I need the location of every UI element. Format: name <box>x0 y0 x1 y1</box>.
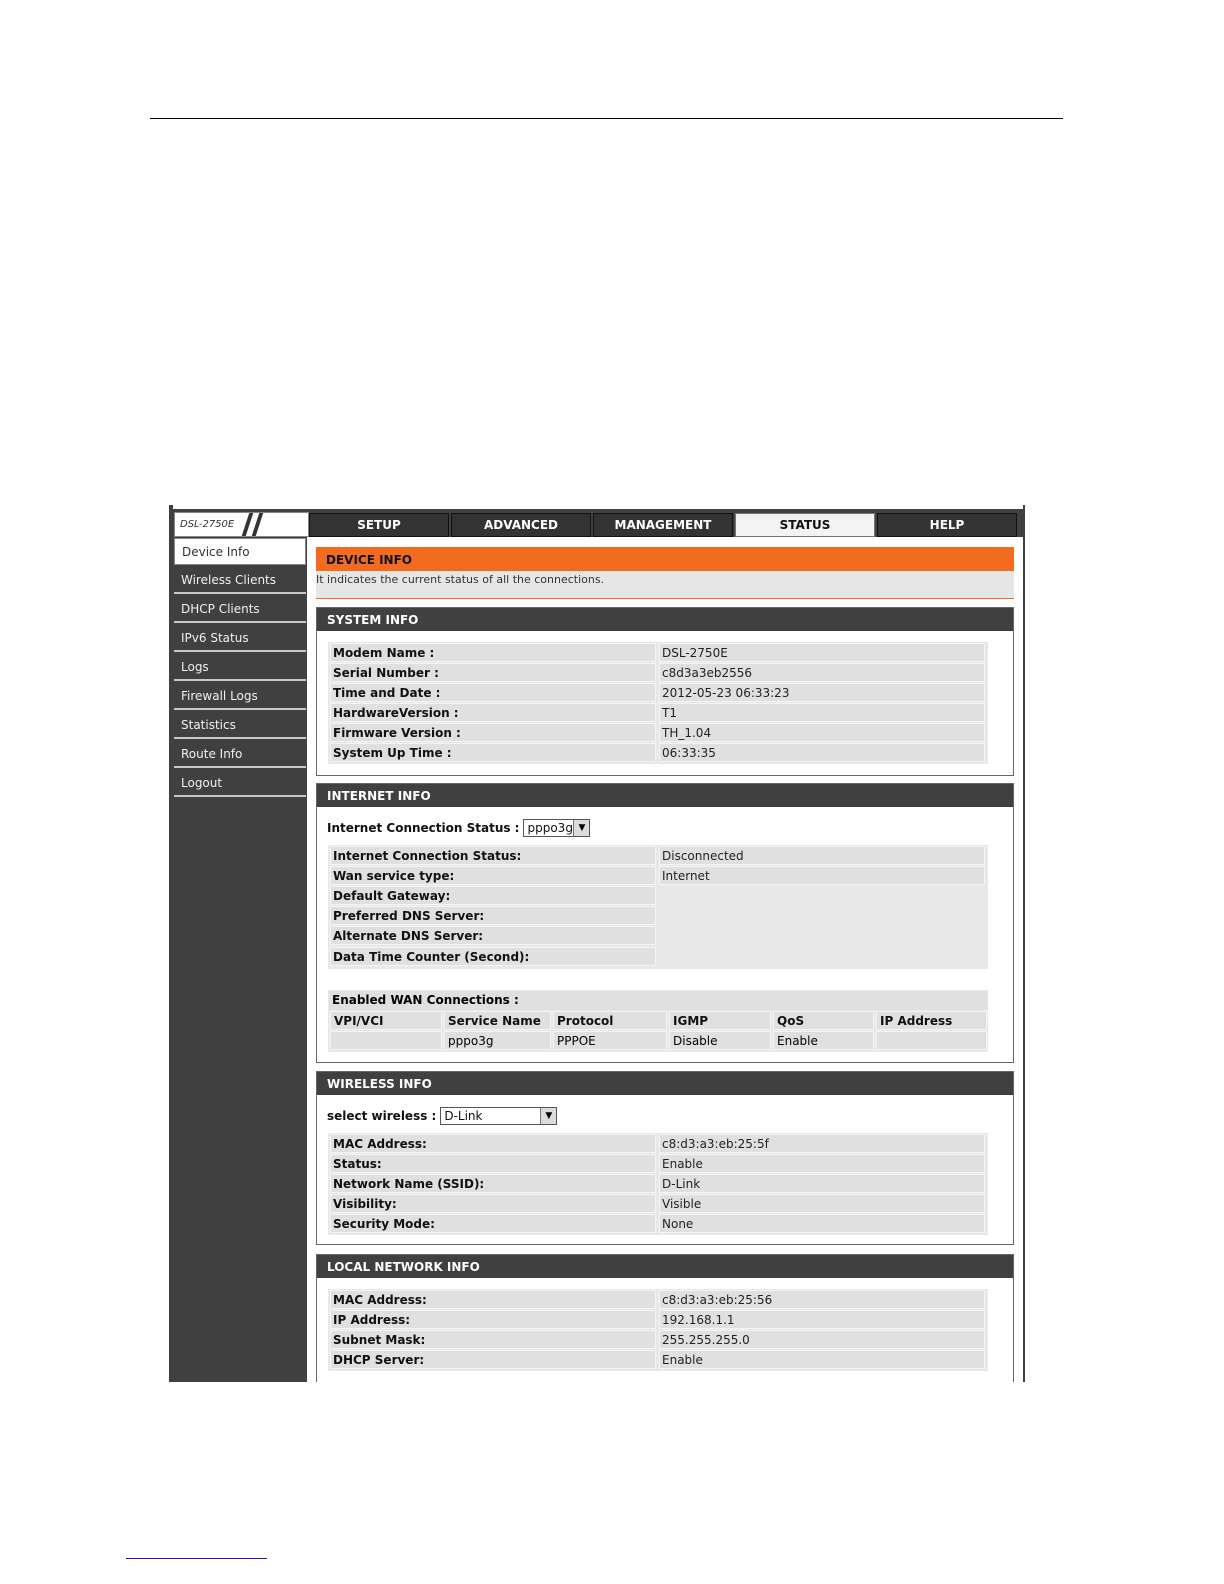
connection-select[interactable] <box>523 819 590 837</box>
tab-advanced[interactable]: ADVANCED <box>451 513 591 537</box>
connection-select-label: Internet Connection Status : <box>327 821 520 835</box>
wireless-info-title: WIRELESS INFO <box>317 1072 1013 1095</box>
sidebar-item-dhcp-clients[interactable]: DHCP Clients <box>174 596 306 623</box>
table-row <box>329 723 987 742</box>
wan-col-qos: QoS <box>773 1011 874 1030</box>
tab-setup[interactable]: SETUP <box>309 513 449 537</box>
sidebar-item-ipv6-status[interactable]: IPv6 Status <box>174 625 306 652</box>
row-label: MAC Address: <box>330 1290 656 1309</box>
table-row <box>329 1174 987 1193</box>
row-value: Internet <box>659 866 985 885</box>
row-label: Status: <box>330 1154 656 1173</box>
system-info-title: SYSTEM INFO <box>317 608 1013 631</box>
tab-help[interactable]: HELP <box>877 513 1017 537</box>
row-value: Disconnected <box>659 846 985 865</box>
table-row <box>329 743 987 762</box>
sidebar-item-logout[interactable]: Logout <box>174 770 306 797</box>
router-screenshot <box>169 505 1025 1382</box>
sidebar-item-logs[interactable]: Logs <box>174 654 306 681</box>
wireless-select-label: select wireless : <box>327 1109 437 1123</box>
wan-col-igmp: IGMP <box>669 1011 771 1030</box>
row-value: 2012-05-23 06:33:23 <box>659 683 985 702</box>
page-bottom-rule <box>126 1558 267 1559</box>
table-row <box>329 683 987 702</box>
row-value: 192.168.1.1 <box>659 1310 985 1329</box>
sidebar-item-wireless-clients[interactable]: Wireless Clients <box>174 567 306 594</box>
wan-cell <box>876 1031 987 1050</box>
wan-connections-title: Enabled WAN Connections : <box>329 991 987 1010</box>
wan-connections-table <box>328 990 988 1052</box>
row-value: Enable <box>659 1350 985 1369</box>
row-label: MAC Address: <box>330 1134 656 1153</box>
row-value: c8d3a3eb2556 <box>659 663 985 682</box>
local-network-info-title: LOCAL NETWORK INFO <box>317 1255 1013 1278</box>
logo-text: DSL-2750E <box>180 519 235 530</box>
row-value: DSL-2750E <box>659 643 985 662</box>
page-top-rule <box>150 118 1063 119</box>
wan-cell: Enable <box>773 1031 874 1050</box>
device-info-description: It indicates the current status of all the connections. <box>316 571 1014 599</box>
table-row <box>329 1214 987 1233</box>
row-label: Serial Number : <box>330 663 656 682</box>
internet-info-table <box>328 845 988 969</box>
wan-cell: Disable <box>669 1031 771 1050</box>
wireless-select-line <box>327 1107 557 1125</box>
row-value: c8:d3:a3:eb:25:56 <box>659 1290 985 1309</box>
table-row <box>329 703 987 722</box>
table-row <box>329 886 987 905</box>
row-label: Preferred DNS Server: <box>330 906 656 925</box>
row-value: c8:d3:a3:eb:25:5f <box>659 1134 985 1153</box>
table-row <box>329 1350 987 1369</box>
chevron-down-icon: ▼ <box>573 820 589 836</box>
chevron-down-icon: ▼ <box>540 1108 556 1124</box>
wireless-info-section <box>316 1071 1014 1245</box>
local-network-info-table <box>328 1289 988 1371</box>
sidebar-item-statistics[interactable]: Statistics <box>174 712 306 739</box>
table-row <box>329 1031 987 1050</box>
row-label: Firmware Version : <box>330 723 656 742</box>
sidebar <box>173 537 307 1382</box>
row-label: IP Address: <box>330 1310 656 1329</box>
device-info-title: DEVICE INFO <box>316 547 1014 571</box>
row-label: HardwareVersion : <box>330 703 656 722</box>
wan-col-ip-address: IP Address <box>876 1011 987 1030</box>
table-row <box>329 643 987 662</box>
wan-col-service-name: Service Name <box>444 1011 551 1030</box>
sidebar-item-device-info[interactable]: Device Info <box>174 538 306 565</box>
frame-right-border <box>1023 505 1025 1382</box>
row-label: Subnet Mask: <box>330 1330 656 1349</box>
local-network-info-section <box>316 1254 1014 1382</box>
system-info-table <box>328 642 988 764</box>
wan-cell: pppo3g <box>444 1031 551 1050</box>
row-label: Wan service type: <box>330 866 656 885</box>
row-value: TH_1.04 <box>659 723 985 742</box>
top-navigation <box>173 509 1023 537</box>
table-row <box>329 947 987 966</box>
connection-select-value: pppo3g <box>527 821 573 835</box>
row-value: 06:33:35 <box>659 743 985 762</box>
wireless-info-table <box>328 1133 988 1235</box>
wan-col-protocol: Protocol <box>553 1011 667 1030</box>
table-row <box>329 1310 987 1329</box>
row-label: Alternate DNS Server: <box>330 926 656 945</box>
table-row <box>329 866 987 885</box>
row-value: 255.255.255.0 <box>659 1330 985 1349</box>
row-value: D-Link <box>659 1174 985 1193</box>
table-row <box>329 906 987 925</box>
wan-cell: PPPOE <box>553 1031 667 1050</box>
row-label: Visibility: <box>330 1194 656 1213</box>
row-label: Network Name (SSID): <box>330 1174 656 1193</box>
wan-cell <box>330 1031 442 1050</box>
row-label: Security Mode: <box>330 1214 656 1233</box>
connection-select-line <box>327 819 590 837</box>
row-value: Visible <box>659 1194 985 1213</box>
product-logo <box>174 512 309 537</box>
table-row <box>329 1330 987 1349</box>
row-label: Internet Connection Status: <box>330 846 656 865</box>
row-value: None <box>659 1214 985 1233</box>
table-row <box>329 1154 987 1173</box>
row-label: DHCP Server: <box>330 1350 656 1369</box>
sidebar-item-route-info[interactable]: Route Info <box>174 741 306 768</box>
row-label: System Up Time : <box>330 743 656 762</box>
sidebar-item-firewall-logs[interactable]: Firewall Logs <box>174 683 306 710</box>
tab-status[interactable]: STATUS <box>735 513 875 537</box>
table-row <box>329 1290 987 1309</box>
row-label: Data Time Counter (Second): <box>330 947 656 966</box>
table-row <box>329 846 987 865</box>
system-info-section <box>316 607 1014 776</box>
wireless-select[interactable] <box>440 1107 557 1125</box>
wan-header-row <box>329 1011 987 1030</box>
table-row <box>329 1134 987 1153</box>
wan-col-vpi-vci: VPI/VCI <box>330 1011 442 1030</box>
row-label: Default Gateway: <box>330 886 656 905</box>
internet-info-section <box>316 783 1014 1063</box>
row-label: Time and Date : <box>330 683 656 702</box>
table-row <box>329 926 987 945</box>
internet-info-title: INTERNET INFO <box>317 784 1013 807</box>
row-value: T1 <box>659 703 985 722</box>
tab-management[interactable]: MANAGEMENT <box>593 513 733 537</box>
table-row <box>329 1194 987 1213</box>
row-value: Enable <box>659 1154 985 1173</box>
table-row <box>329 663 987 682</box>
row-label: Modem Name : <box>330 643 656 662</box>
wireless-select-value: D-Link <box>444 1109 483 1123</box>
